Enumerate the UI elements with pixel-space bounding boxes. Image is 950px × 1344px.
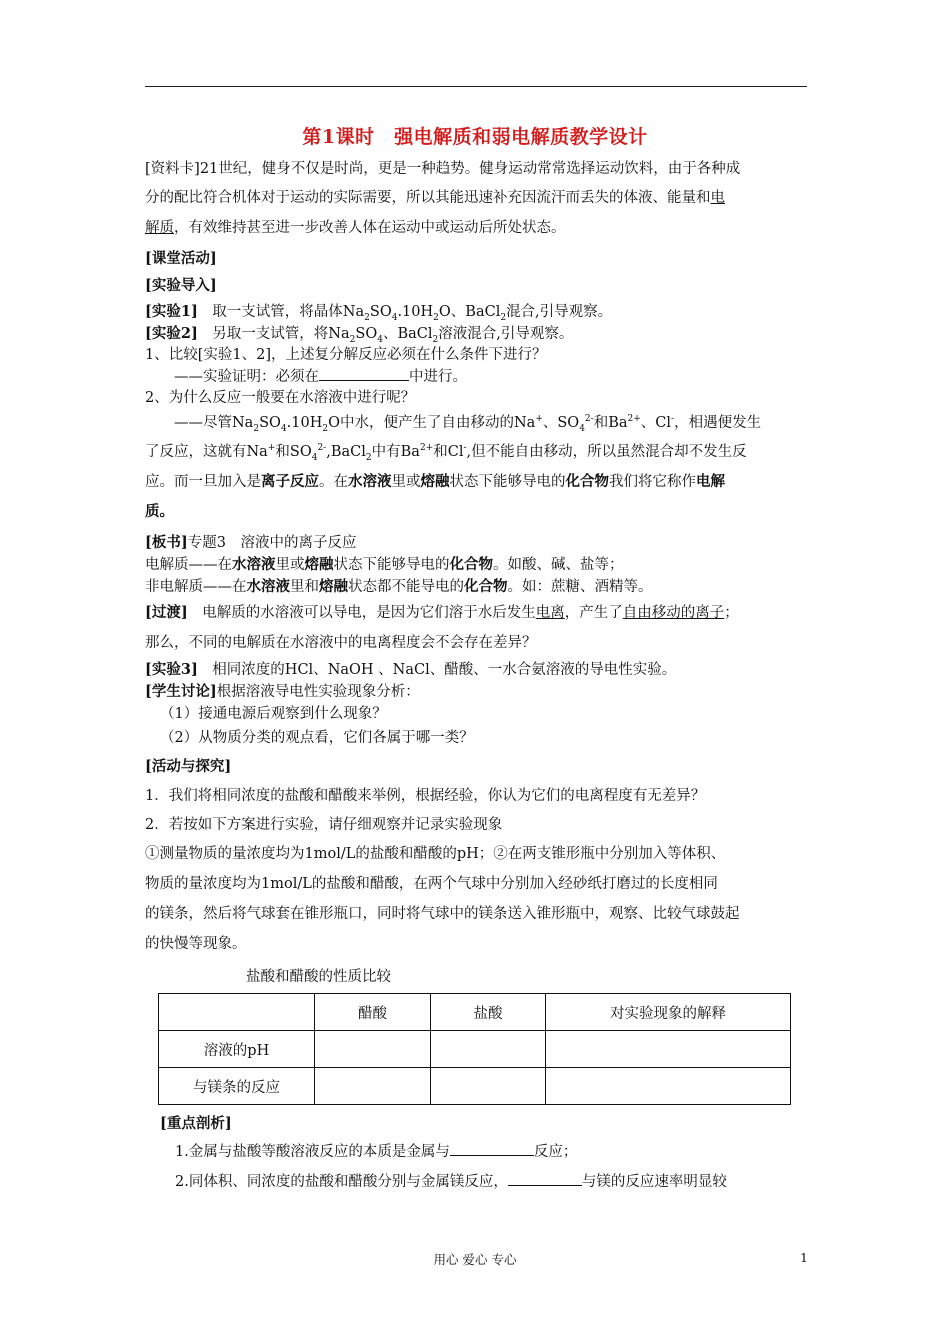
discussion-q1: （1）接通电源后观察到什么现象？ bbox=[160, 706, 387, 722]
activity-line-6: 的快慢等现象。 bbox=[145, 936, 247, 952]
section-activity: [活动与探究] bbox=[145, 758, 232, 775]
comparison-table bbox=[158, 993, 791, 1105]
answer-2-line-2: 了反应，这就有Na+和$SO_4^{2-},BaCl_2$中有$Ba^{2+}$和Cl-,但不能自由移动，所以虽然混合却不发生反 bbox=[145, 443, 747, 463]
table-caption: 盐酸和醋酸的性质比较 bbox=[246, 969, 391, 985]
question-1: 1、比较[实验1、2]，上述复分解反应必须在什么条件下进行？ bbox=[145, 347, 547, 363]
board-line: [板书]专题3 溶液中的离子反应 bbox=[145, 534, 357, 551]
question-1-answer: ——实验证明：必须在 中进行。 bbox=[145, 369, 467, 385]
activity-line-1: 1．我们将相同浓度的盐酸和醋酸来举例，根据经验，你认为它们的电离程度有无差异？ bbox=[145, 788, 706, 804]
table-header-cell: 对实验现象的解释 bbox=[546, 994, 791, 1031]
answer-2-line-1: ——尽管$Na_2SO_4.10H_2O$中水，便产生了自由移动的Na+、$SO_4^{2-}$和$Ba^{2+}$、Cl-，相遇便发生 bbox=[145, 414, 762, 434]
header-rule bbox=[145, 86, 807, 87]
table-row-label: 与镁条的反应 bbox=[159, 1068, 315, 1105]
intro-line-1: [资料卡]21世纪，健身不仅是时尚，更是一种趋势。健身运动常常选择运动饮料，由于各种成 bbox=[145, 161, 741, 177]
activity-line-2: 2．若按如下方案进行实验，请仔细观察并记录实验现象 bbox=[145, 817, 503, 833]
definition-electrolyte: 电解质——在水溶液里或熔融状态下能够导电的化合物。如酸、碱、盐等； bbox=[145, 556, 624, 573]
transition-line-1: [过渡] 电解质的水溶液可以导电，是因为它们溶于水后发生电离，产生了自由移动的离子； bbox=[145, 604, 739, 621]
section-classroom: [课堂活动] bbox=[145, 250, 217, 267]
activity-line-5: 的镁条，然后将气球套在锥形瓶口，同时将气球中的镁条送入锥形瓶中，观察、比较气球鼓起 bbox=[145, 906, 740, 922]
discussion-q2: （2）从物质分类的观点看，它们各属于哪一类？ bbox=[160, 730, 474, 746]
answer-2-line-4: 质。 bbox=[145, 503, 174, 520]
section-intro-exp: [实验导入] bbox=[145, 277, 217, 294]
table-row bbox=[159, 1068, 791, 1105]
discussion-line: [学生讨论]根据溶液导电性实验现象分析： bbox=[145, 683, 420, 700]
intro-line-2: 分的配比符合机体对于运动的实际需要，所以其能迅速补充因流汗而丢失的体液、能量和电 bbox=[145, 190, 725, 206]
table-cell[interactable] bbox=[546, 1031, 791, 1068]
table-cell[interactable] bbox=[431, 1068, 546, 1105]
question-2: 2、为什么反应一般要在水溶液中进行呢？ bbox=[145, 390, 416, 406]
page-number: 1 bbox=[800, 1250, 808, 1265]
definition-nonelectrolyte: 非电解质——在水溶液里和熔融状态都不能导电的化合物。如：蔗糖、酒精等。 bbox=[145, 578, 653, 595]
exp2-line: [实验2] 另取一支试管，将$Na_2SO_4$、BaCl$_2$溶液混合,引导观察。 bbox=[145, 325, 574, 345]
answer-blank[interactable] bbox=[319, 367, 409, 381]
answer-blank[interactable] bbox=[450, 1142, 534, 1156]
table-header-cell: 盐酸 bbox=[431, 994, 546, 1031]
activity-line-4: 物质的量浓度均为1mol/L的盐酸和醋酸，在两个气球中分别加入经砂纸打磨过的长度相同 bbox=[145, 876, 718, 892]
section-key-analysis: [重点剖析] bbox=[160, 1115, 232, 1132]
table-header-cell bbox=[159, 994, 315, 1031]
exp1-line: [实验1] 取一支试管，将晶体$Na_2SO_4.10H_2O$、BaCl$_2$混合,引导观察。 bbox=[145, 303, 613, 323]
page-title: 第1课时 强电解质和弱电解质教学设计 bbox=[302, 126, 648, 148]
table-header-row bbox=[159, 994, 791, 1031]
table-row bbox=[159, 1031, 791, 1068]
activity-line-3: ①测量物质的量浓度均为1mol/L的盐酸和醋酸的pH；②在两支锥形瓶中分别加入等体积、 bbox=[145, 846, 726, 862]
table-cell[interactable] bbox=[431, 1031, 546, 1068]
key-point-2: 2.同体积、同浓度的盐酸和醋酸分别与金属镁反应， 与镁的反应速率明显较 bbox=[175, 1174, 727, 1190]
table-cell[interactable] bbox=[315, 1031, 431, 1068]
table-header-cell: 醋酸 bbox=[315, 994, 431, 1031]
table-cell[interactable] bbox=[546, 1068, 791, 1105]
page-footer: 用心 爱心 专心 bbox=[433, 1252, 517, 1267]
exp3-line: [实验3] 相同浓度的HCl、NaOH 、NaCl、醋酸、一水合氨溶液的导电性实验。 bbox=[145, 661, 677, 678]
answer-2-line-3: 应。而一旦加入是离子反应。在水溶液里或熔融状态下能够导电的化合物我们将它称作电解 bbox=[145, 473, 725, 490]
answer-blank[interactable] bbox=[508, 1172, 582, 1186]
table-cell[interactable] bbox=[315, 1068, 431, 1105]
key-point-1: 1.金属与盐酸等酸溶液反应的本质是金属与 反应； bbox=[175, 1144, 578, 1160]
table-row-label: 溶液的pH bbox=[159, 1031, 315, 1068]
intro-line-3: 解质，有效维持甚至进一步改善人体在运动中或运动后所处状态。 bbox=[145, 220, 566, 236]
transition-line-2: 那么，不同的电解质在水溶液中的电离程度会不会存在差异？ bbox=[145, 635, 537, 651]
